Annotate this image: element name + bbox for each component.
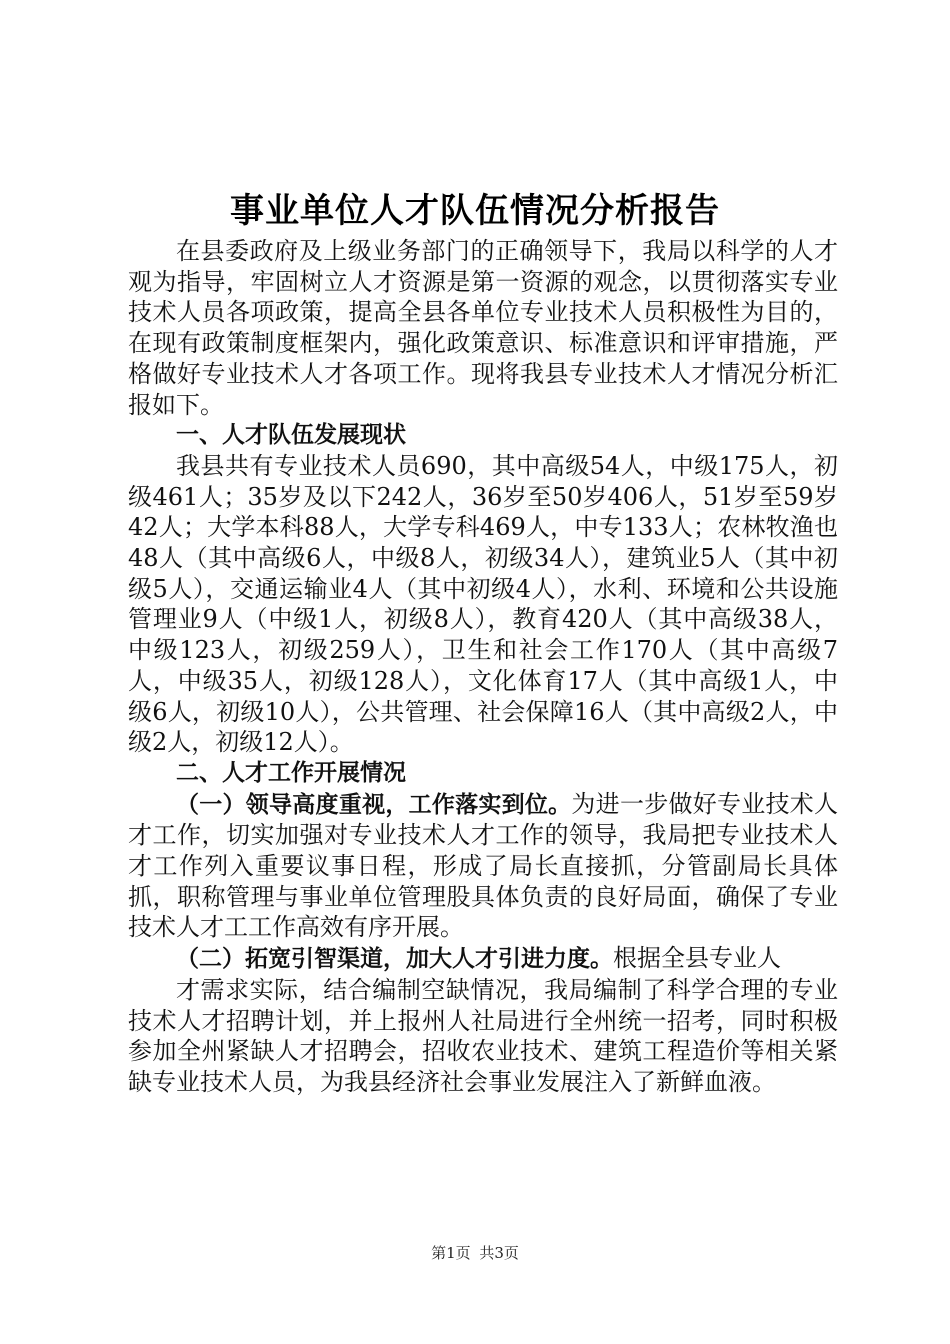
page-total: 共3页: [479, 1244, 519, 1262]
item-2-paragraph: [128, 943, 838, 975]
item-2-continuation: 才需求实际，结合编制空缺情况，我局编制了科学合理的专业技术人才招聘计划，并上报州人社局进行全州统一招考，同时积极参加全州紧缺人才招聘会，招收农业技术、建筑工程造价等相关紧缺专业技术人员，为我县经济社会事业发展注入了新鲜血液。: [128, 975, 838, 1096]
section-1-heading: 一、人才队伍发展现状: [176, 422, 406, 449]
page-number: 第1页: [431, 1244, 471, 1262]
intro-paragraph: 在县委政府及上级业务部门的正确领导下，我局以科学的人才观为指导，牢固树立人才资源是第一资源的观念，以贯彻落实专业技术人员各项政策，提高全县各单位专业技术人员积极性为目的，在现有政策制度框架内，强化政策意识、标准意识和评审措施，严格做好专业技术人才各项工作。现将我县专业技术人才情况分析汇报如下。: [128, 237, 838, 419]
document-title: 事业单位人才队伍情况分析报告: [230, 191, 720, 231]
item-1-paragraph: [128, 789, 838, 944]
item-1-text: 为进一步做好专业技术人才工作，切实加强对专业技术人才工作的领导，我局把专业技术人才工作列入重要议事日程，形成了局长直接抓，分管副局长具体抓，职称管理与事业单位管理股具体负责的良好局面，确保了专业技术人才工工作高效有序开展。: [128, 789, 839, 942]
page-footer: [0, 1242, 950, 1263]
document-body: [128, 236, 838, 1098]
section-2-heading: 二、人才工作开展情况: [176, 759, 406, 786]
section-1-paragraph: 我县共有专业技术人员690，其中高级54人，中级175人，初级461人；35岁及以下242人，36岁至50岁406人，51岁至59岁42人；大学本科88人，大学专科469人，中专133人；农林牧渔也48人（其中高级6人，中级8人，初级34人），建筑业5人（其中初级5人），交通运输业4人（其中初级4人），水利、环境和公共设施管理业9人（中级1人，初级8人），教育420人（其中高级38人，中级123人，初级259人），卫生和社会工作170人（其中高级7人，中级35人，初级128人），文化体育17人（其中高级1人，中级6人，初级10人），公共管理、社会保障16人（其中高级2人，中级2人，初级12人）。: [128, 451, 838, 757]
item-2-lead: （二）拓宽引智渠道，加大人才引进力度。: [176, 946, 613, 973]
item-2-text: 根据全县专业人: [613, 944, 781, 973]
item-1-lead: （一）领导高度重视，工作落实到位。: [176, 791, 572, 818]
